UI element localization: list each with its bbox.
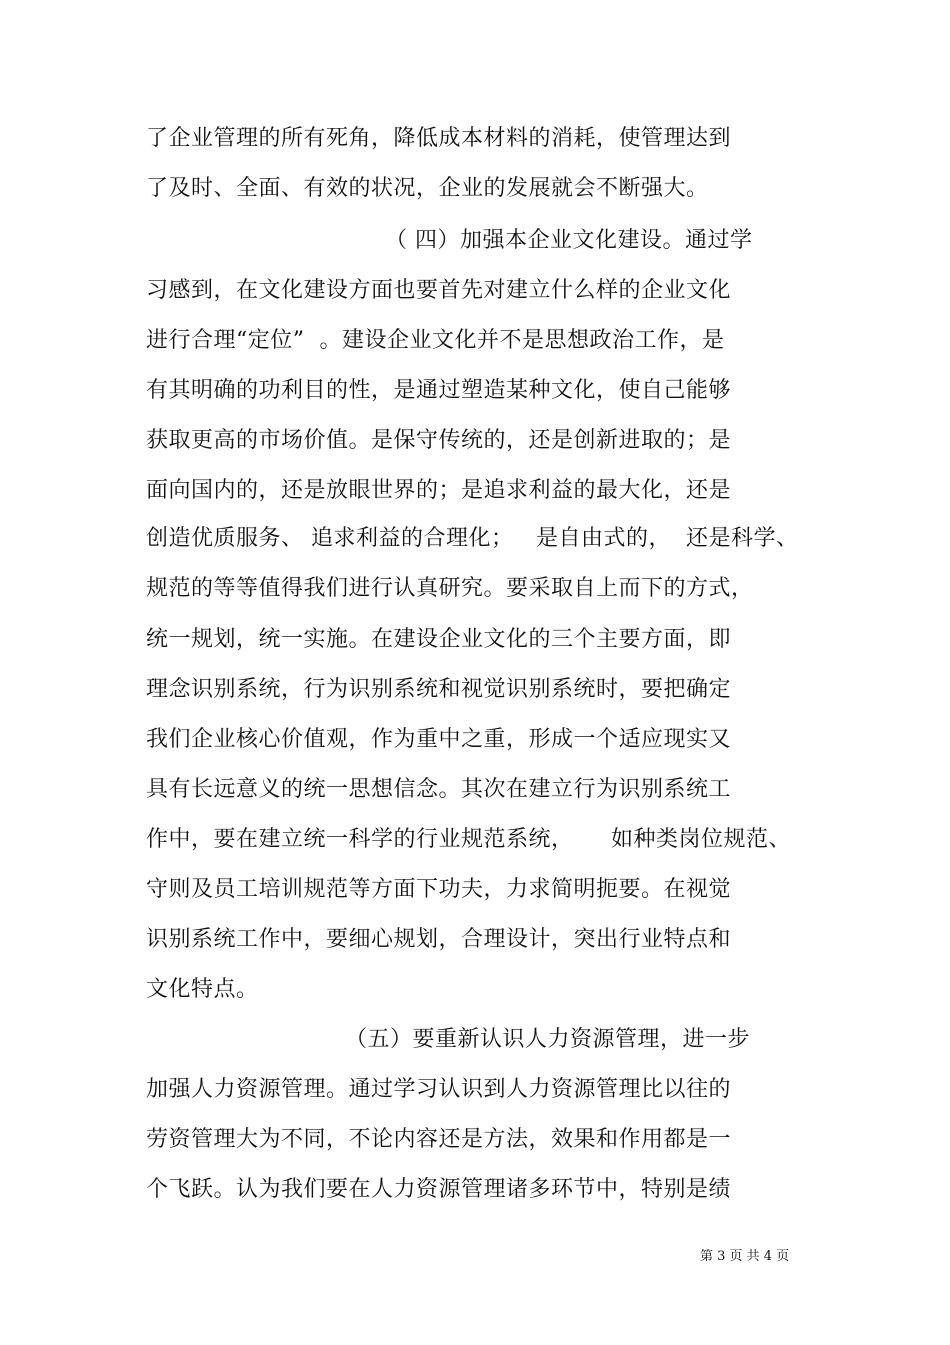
text-line: 文化特点。 xyxy=(146,977,259,1002)
text-line: 劳资管理大为不同，不论内容还是方法，效果和作用都是一 xyxy=(146,1127,732,1152)
text-line: 守则及员工培训规范等方面下功夫，力求简明扼要。在视觉 xyxy=(146,877,732,902)
text-line: 规范的等等值得我们进行认真研究。要采取自上而下的方式， xyxy=(146,576,754,601)
text-line: 习感到，在文化建设方面也要首先对建立什么样的企业文化 xyxy=(146,278,732,303)
text-line: 统一规划，统一实施。在建设企业文化的三个主要方面，即 xyxy=(146,627,732,652)
page-number-footer: 第 3 页 共 4 页 xyxy=(700,1249,790,1264)
text-line: 作中，要在建立统一科学的行业规范系统， 如种类岗位规范、 xyxy=(146,827,791,852)
text-line: 了及时、全面、有效的状况，企业的发展就会不断强大。 xyxy=(146,176,709,201)
text-line: 进行合理“定位” 。建设企业文化并不是思想政治工作，是 xyxy=(146,328,725,353)
section-heading-4: （ 四）加强本企业文化建设。通过学 xyxy=(385,228,753,253)
text-line: 创造优质服务、 追求利益的合理化； 是自由式的， 还是科学、 xyxy=(146,526,799,551)
text-line: 识别系统工作中，要细心规划，合理设计，突出行业特点和 xyxy=(146,927,732,952)
text-line: 具有长远意义的统一思想信念。其次在建立行为识别系统工 xyxy=(146,777,732,802)
text-line: 了企业管理的所有死角，降低成本材料的消耗，使管理达到 xyxy=(146,126,732,151)
text-line: 加强人力资源管理。通过学习认识到人力资源管理比以往的 xyxy=(146,1077,732,1102)
section-heading-5: （五）要重新认识人力资源管理，进一步 xyxy=(345,1027,751,1052)
text-line: 理念识别系统，行为识别系统和视觉识别系统时，要把确定 xyxy=(146,677,732,702)
text-line: 面向国内的，还是放眼世界的；是追求利益的最大化，还是 xyxy=(146,478,732,503)
text-line: 有其明确的功利目的性，是通过塑造某种文化，使自己能够 xyxy=(146,378,732,403)
text-line: 我们企业核心价值观，作为重中之重，形成一个适应现实又 xyxy=(146,727,732,752)
text-line: 个飞跃。认为我们要在人力资源管理诸多环节中，特别是绩 xyxy=(146,1177,732,1202)
text-line: 获取更高的市场价值。是保守传统的，还是创新进取的；是 xyxy=(146,428,732,453)
